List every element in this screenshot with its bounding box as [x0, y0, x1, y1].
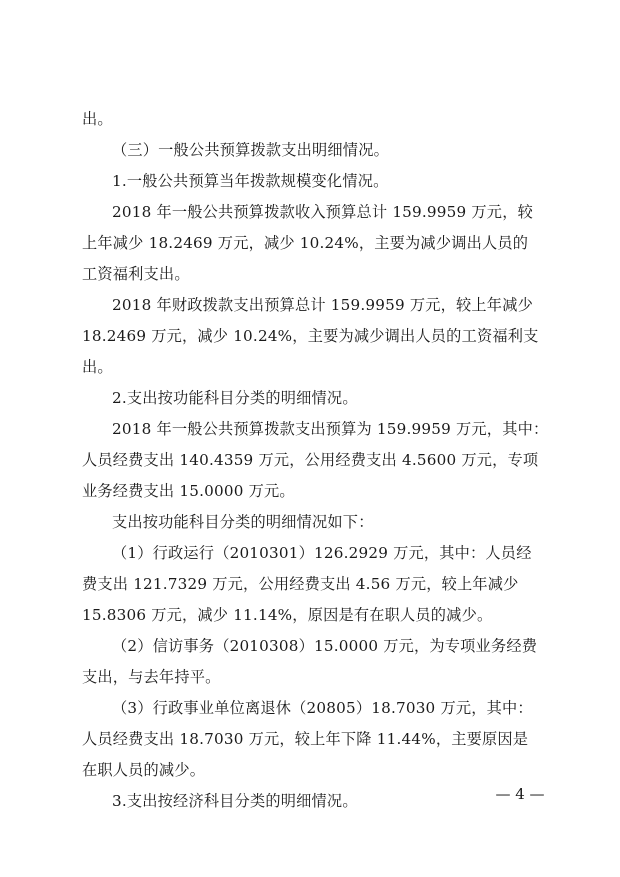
body-line: 出。 [82, 110, 113, 128]
section-heading: （三）一般公共预算拨款支出明细情况。 [112, 141, 389, 159]
body-line: 工资福利支出。 [82, 265, 190, 283]
body-line: 支出，与去年持平。 [82, 668, 221, 686]
body-line: 18.2469 万元，减少 10.24%，主要为减少调出人员的工资福利支 [82, 327, 539, 345]
list-item: （3）行政事业单位离退休（20805）18.7030 万元，其中： [112, 699, 533, 717]
subsection-heading: 2.支出按功能科目分类的明细情况。 [112, 389, 358, 407]
subsection-heading: 3.支出按经济科目分类的明细情况。 [112, 792, 358, 810]
document-body [82, 104, 552, 817]
page-number: — 4 — [495, 785, 545, 803]
body-line: 上年减少 18.2469 万元，减少 10.24%，主要为减少调出人员的 [82, 234, 529, 252]
list-item: （1）行政运行（2010301）126.2929 万元，其中：人员经 [112, 544, 532, 562]
body-line: 出。 [82, 358, 113, 376]
body-line: 费支出 121.7329 万元，公用经费支出 4.56 万元，较上年减少 [82, 575, 519, 593]
subsection-heading: 1.一般公共预算当年拨款规模变化情况。 [112, 172, 389, 190]
body-line: 2018 年一般公共预算拨款收入预算总计 159.9959 万元，较 [112, 203, 533, 221]
body-line: 业务经费支出 15.0000 万元。 [82, 482, 295, 500]
body-line: 2018 年一般公共预算拨款支出预算为 159.9959 万元，其中： [112, 420, 549, 438]
body-line: 15.8306 万元，减少 11.14%，原因是有在职人员的减少。 [82, 606, 493, 624]
body-line: 支出按功能科目分类的明细情况如下： [112, 513, 374, 531]
body-line: 人员经费支出 140.4359 万元，公用经费支出 4.5600 万元，专项 [82, 451, 539, 469]
body-line: 在职人员的减少。 [82, 761, 206, 779]
body-line: 2018 年财政拨款支出预算总计 159.9959 万元，较上年减少 [112, 296, 533, 314]
body-line: 人员经费支出 18.7030 万元，较上年下降 11.44%，主要原因是 [82, 730, 529, 748]
list-item: （2）信访事务（2010308）15.0000 万元，为专项业务经费 [112, 637, 538, 655]
